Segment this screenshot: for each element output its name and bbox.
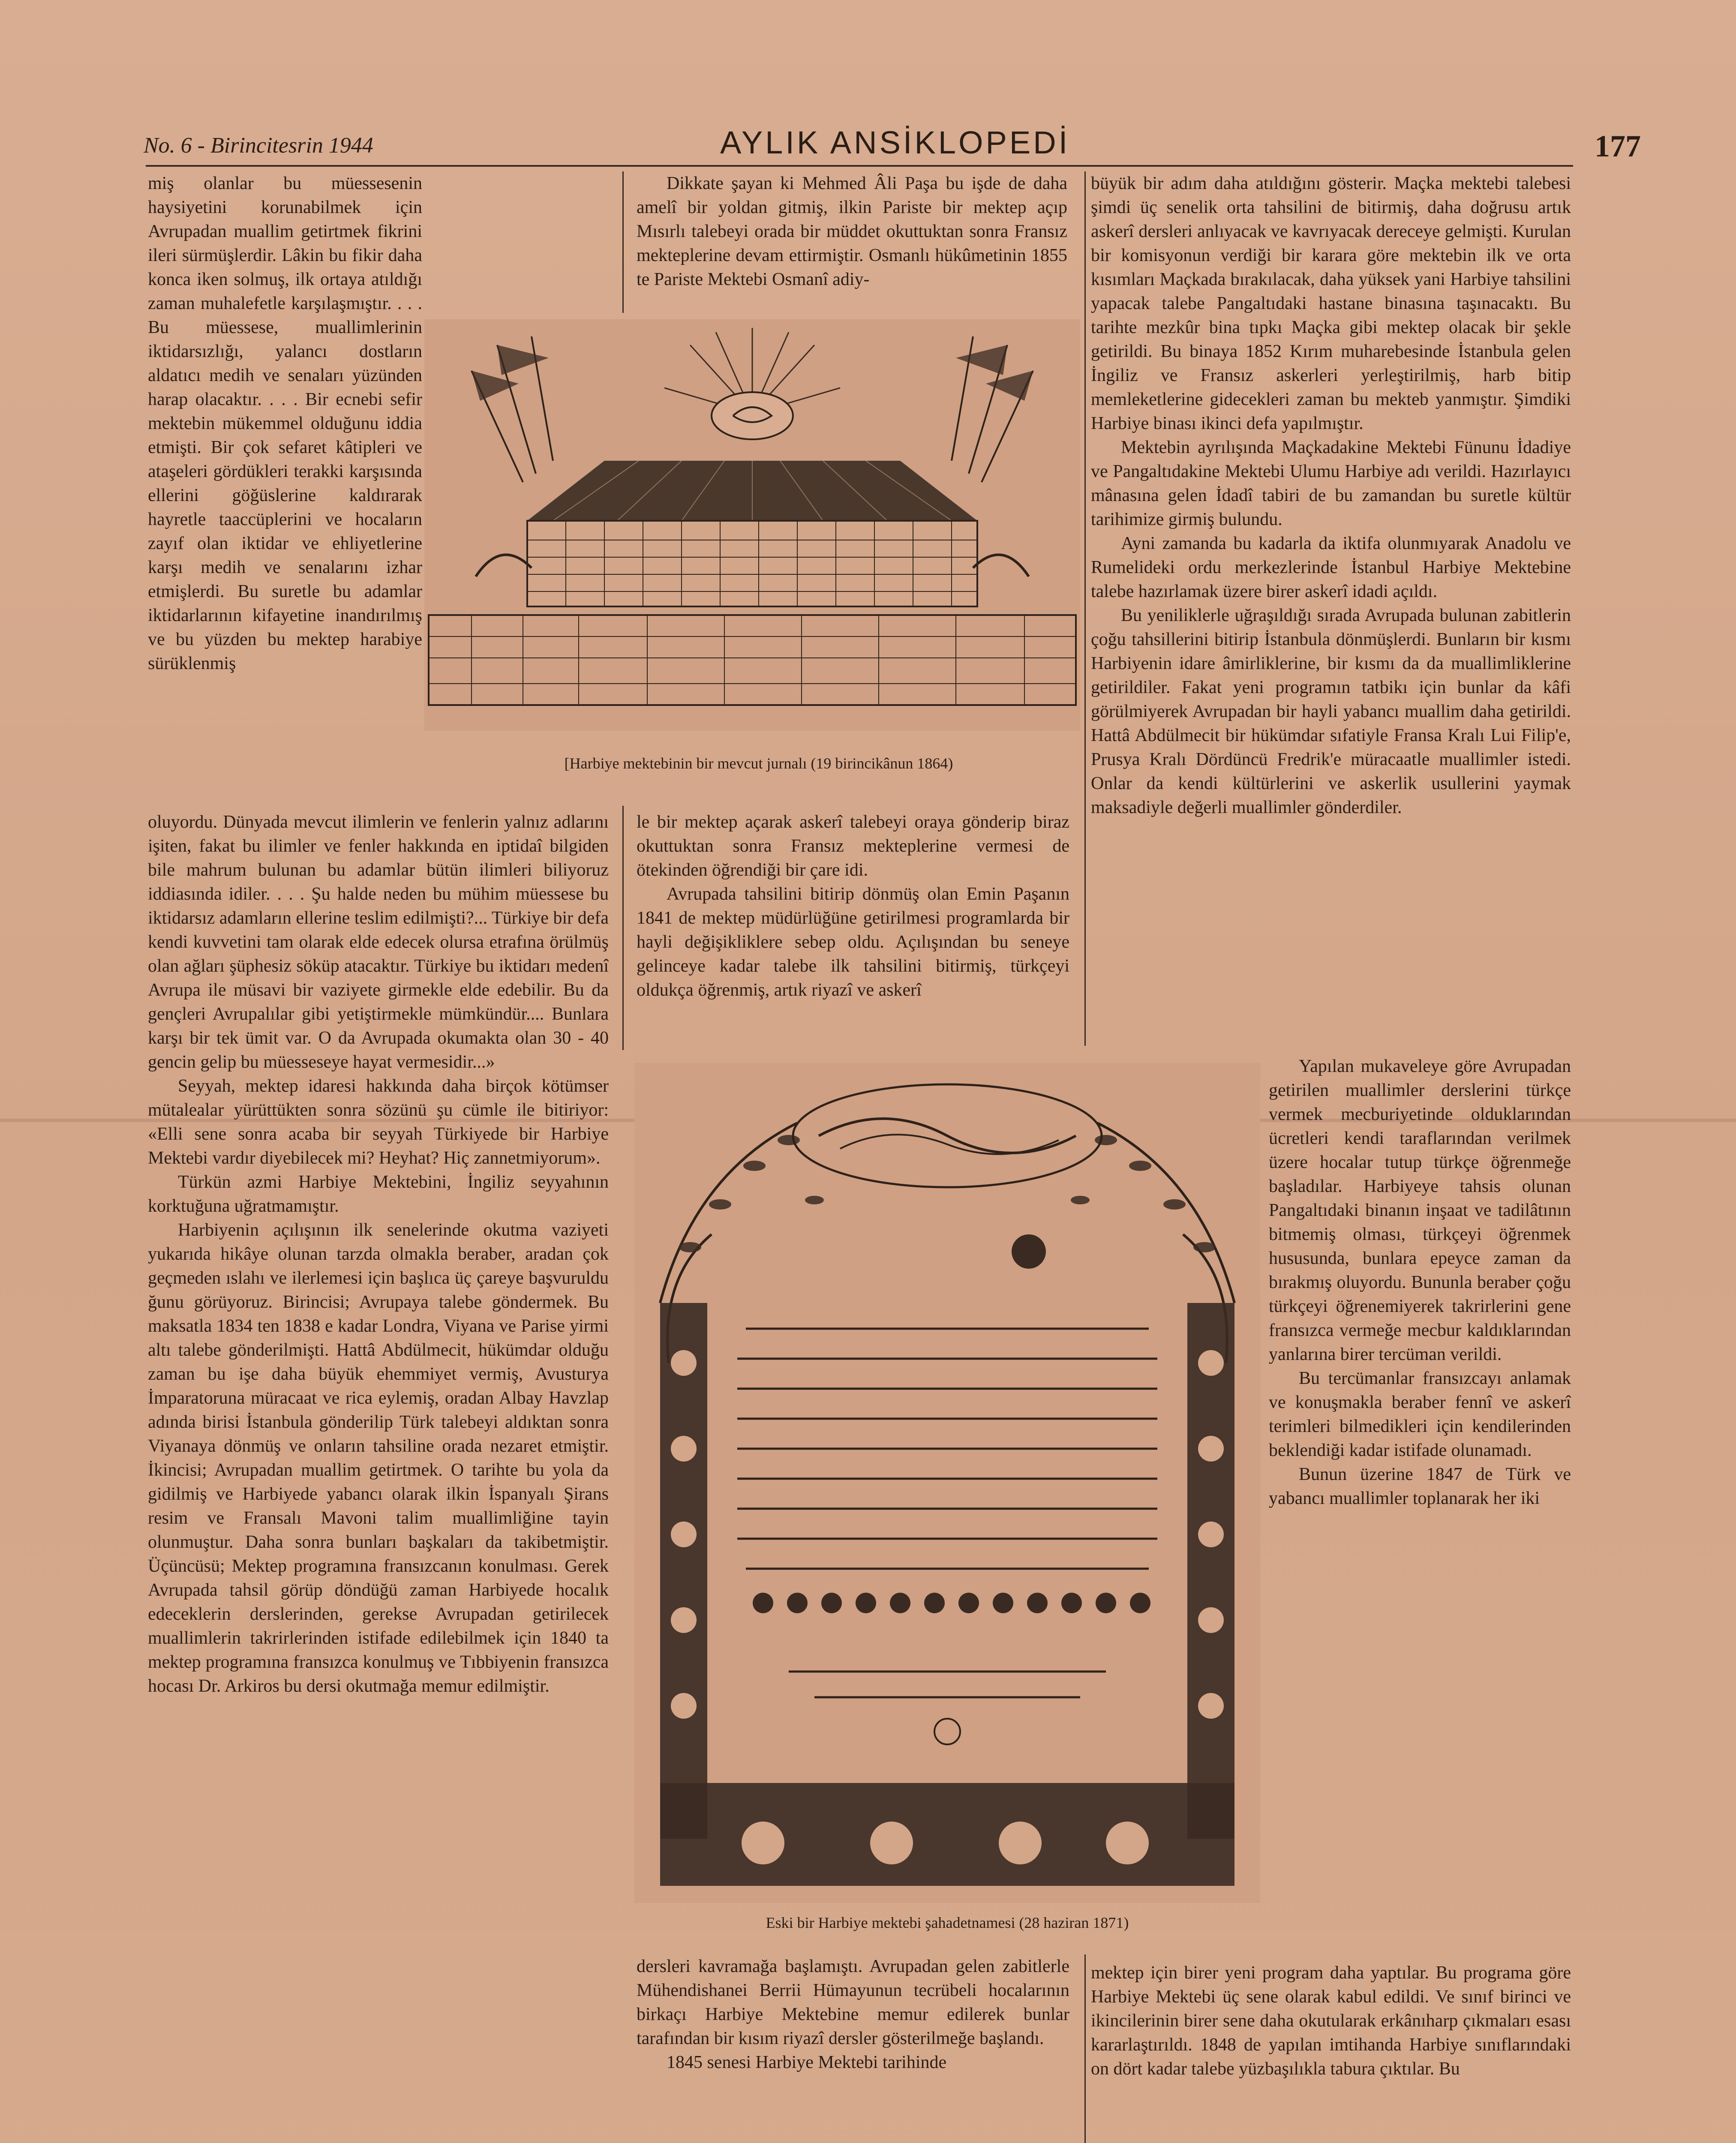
diploma-figure [634,1063,1260,1903]
column-rule-left-lower [622,806,624,1050]
paragraph: Ayni zamanda bu kadarla da iktifa olunmıyarak Anadolu ve Rumelideki ordu merkezlerinde İstanbul Harbiye Mektebine talebe hazırlamak üzere birer askerî idadi açıldı. [1091,534,1571,601]
column-rule-bottom [1084,1954,1086,2143]
figure-bottom-caption: Eski bir Harbiye mektebi şahadetnamesi (28 haziran 1871) [766,1914,1129,1931]
right-column-narrow [1269,1054,1571,1954]
engraving-journal [424,319,1080,731]
left-column-top [148,171,422,812]
middle-column-bottom [637,1954,1069,2143]
paragraph: Türkün azmi Harbiye Mektebini, İngiliz seyyahının korktuğuna uğratmamıştır. [148,1172,609,1216]
school-journal-figure [424,319,1080,731]
paragraph: mektep için birer yeni program daha yaptılar. Bu programa göre Harbiye Mektebi üç sene olarak kabul edildi. Ve sınıf birinci ve ikincilerinin birer sene daha okutularak erkânıharp çıkmaları esası kararlaştırıldı. 1848 de yapılan imtihanda Harbiye sınıflarındaki on dört kadar talebe yüzbaşılıkla tabura çıktılar. Bu [1091,1963,1571,2079]
right-column-top [1091,171,1571,1054]
journal-title: AYLIK ANSİKLOPEDİ [720,125,1070,160]
paragraph: büyük bir adım daha atıldığını gösterir. Maçka mektebi talebesi şimdi üç senelik orta tahsilini de bitirmiş, daha doğrusu artık askerî dersleri anlıyacak ve kavrıyacak dereceye gelmişti. Kurulan bir komisyonun verdiği bir karara göre mektebin ilk ve orta kısımları Maçkada bırakılacak, daha yüksek yani Harbiye tahsilini yapacak talebe Pangaltıdaki hastane binasına taşınacaktı. Bu tarihte mezkûr bina tıpkı Maçka gibi mektep olacak bir şekle getirildi. Bu binaya 1852 Kırım muharebesinde İstanbula gelen İngiliz ve Fransız askerleri yerleştirilmiş, harb bitip memleketlerine gidecekleri zaman bu mekteb yanmıştır. Şimdiki Harbiye binası ikinci defa yapılmıştır. [1091,174,1571,433]
column-rule-right [1084,171,1086,1046]
header-rule [146,165,1573,167]
issue-label: No. 6 - Birincitesrin 1944 [144,133,373,158]
paragraph: Seyyah, mektep idaresi hakkında daha birçok kötümser mütalealar yürüttükten sonra sözünü şu cümle ile bitiriyor: «Elli sene sonra acaba bir seyyah Türkiyede bir Harbiye Mektebi vardır diyebilecek mi? Heyhat? Hiç zannetmiyorum». [148,1076,609,1168]
paragraph: Avrupada tahsilini bitirip dönmüş olan Emin Paşanın 1841 de mektep müdürlüğüne getirilmesi programlarda bir hayli değişikliklere sebep oldu. Açılışından bu seneye gelinceye kadar talebe ilk tahsilini bitirmiş, türkçeyi oldukça öğrenmiş, artık riyazî ve askerî [637,884,1069,1000]
paragraph: miş olanlar bu müessesenin haysiyetini korunabilmek için Avrupadan muallim getirtmek fikrini ileri sürmüşlerdir. Lâkin bu fikir daha konca iken solmuş, ilk ortaya atıldığı zaman muhalefetle karşılaşmıştır. . . . Bu müessese, muallimlerinin iktidarsızlığı, yalancı dostların aldatıcı medih ve senaları yüzünden harap olacaktır. . . . Bir ecnebi sefir mektebin mükemmel olduğunu iddia etmişti. Bir çok sefaret kâtipleri ve ataşeleri gördükleri terakki karşısında ellerini göğüslerine kaldırarak hayretle taaccüplerini ve hocaların zayıf olan iktidar ve ehliyetlerine karşı medih ve senalarını izhar etmişlerdi. Bu suretle bu adamlar iktidarlarının kifayetine inandırılmış ve bu yüzden bu mektep harabiye sürüklenmiş [148,174,422,673]
middle-column-top [637,171,1067,313]
paragraph: Bunun üzerine 1847 de Türk ve yabancı muallimler toplanarak her iki [1269,1465,1571,1508]
paragraph: Yapılan mukaveleye göre Avrupadan getirilen muallimler derslerini türkçe vermek mecburiyetinde olduklarından ücretleri kendi taraflarından verilmek üzere hocalar tutup türkçe öğrenmeğe başladılar. Harbiyeye tahsis olunan Pangaltıdaki binanın inşaat ve tadilâtının bitmemiş olması, türkçeyi öğrenmek hususunda, bunlara epeyce zaman da bırakmış oluyordu. Bununla beraber çoğu türkçeyi öğrenemiyerek takrirlerini gene fransızca vermeğe mecbur kaldıklarından yanlarına birer tercüman verildi. [1269,1056,1571,1364]
right-column-bottom [1091,1961,1571,2143]
page-header [0,124,1736,171]
column-rule-left [622,171,624,313]
paragraph: le bir mektep açarak askerî talebeyi oraya gönderip biraz okuttuktan sonra Fransız mekteplerine vermesi de ötekinden öğrendiği bir çare idi. [637,812,1069,880]
figure-top-caption: [Harbiye mektebinin bir mevcut jurnalı (19 birincikânun 1864) [564,755,953,772]
page-number: 177 [1595,129,1641,163]
paragraph: dersleri kavramağa başlamıştı. Avrupadan gelen zabitlerle Mühendishanei Berrii Hümayunun tecrübeli hocalarının birkaçı Harbiye Mektebine memur edilerek bunlar tarafından bir kısım riyazî dersler gösterilmeğe başlandı. [637,1957,1069,2048]
paragraph: Mektebin ayrılışında Maçkadakine Mektebi Fünunu İdadiye ve Pangaltıdakine Mektebi Ulumu Harbiye adı verildi. Hazırlayıcı mânasına gelen İdadî tabiri de bu zamandan bu suretle kültür tarihimize girmiş bulundu. [1091,438,1571,529]
paragraph: Dikkate şayan ki Mehmed Âli Paşa bu işde de daha amelî bir yoldan gitmiş, ilkin Pariste bir mektep açıp Mısırlı talebeyi orada bir müddet okuttuktan sonra Fransız mekteplerine devam ettirmiştir. Osmanlı hükûmetinin 1855 te Pariste Mektebi Osmanî adiy- [637,174,1067,289]
paragraph: oluyordu. Dünyada mevcut ilimlerin ve fenlerin yalnız adlarını işiten, fakat bu ilimler ve fenler hakkında en iptidaî bilgiden bile mahrum bulunan bu adamlar bütün ilimleri biliyoruz iddiasında idiler. . . . Şu halde neden bu mühim müessese bu iktidarsız adamların ellerine teslim edilmişti?... Türkiye bir defa kendi kuvvetini tam olarak elde edecek olursa etrafına örülmüş olan ağları şüphesiz söküp atacaktır. Türkiye bu iktidarı medenî Avrupa ile müsavi bir vaziyete girmekle elde edebilir. Bu da gençleri Avrupalılar gibi yetiştirmekle mümkündür.... Bunlara karşı bir tek ümit var. O da Avrupada okumakta olan 30 - 40 gencin gelip bu müesseseye hayat vermesidir...» [148,812,609,1072]
paragraph: Harbiyenin açılışının ilk senelerinde okutma vaziyeti yukarıda hikâye olunan tarzda olmakla beraber, aradan çok geçmeden ıslahı ve ilerlemesi için başlıca üç çareye başvuruldu ğunu görüyoruz. Birincisi; Avrupaya talebe göndermek. Bu maksatla 1834 ten 1838 e kadar Londra, Viyana ve Parise yirmi altı talebe gönderilmişti. Hattâ Abdülmecit, hükümdar olduğu zaman bu işe daha büyük ehemmiyet vermiş, Avusturya İmparatoruna müracaat ve rica eylemiş, oradan Albay Havzlap adında birisi İstanbula gönderilip Türk talebeyi aldıktan sonra Viyanaya dönmüş ve onların tahsiline orada nezaret etmiştir. İkincisi; Avrupadan muallim getirtmek. O tarihte bu yola da gidilmiş ve Harbiyede yabancı olarak ilkin İspanyalı Şirans resim ve Fransalı Mavoni talim muallimliğine tayin olunmuştur. Daha sonra bunları başkaları da takibetmiştir. Üçüncüsü; Mektep programına fransızcanın konulması. Gerek Avrupada tahsil görüp döndüğü zaman Harbiyede hocalık edeceklerin derslerinden, gerekse Avrupadan getirilecek muallimlerin takrirlerinden istifade edilebilmek için 1840 ta mektep programına fransızca konulmuş ve Tıbbiyenin fransızca hocası Dr. Arkiros bu dersi okutmağa memur edilmiştir. [148,1220,609,1696]
paragraph: Bu tercümanlar fransızcayı anlamak ve konuşmakla beraber fennî ve askerî terimleri bilmedikleri için kendilerinden beklendiği kadar istifade olunamadı. [1269,1369,1571,1460]
paragraph: 1845 senesi Harbiye Mektebi tarihinde [667,2053,947,2072]
engraving-diploma [634,1063,1260,1903]
middle-column-middle [637,810,1069,1050]
left-column-bottom [148,810,609,2143]
paragraph: Bu yeniliklerle uğraşıldığı sırada Avrupada bulunan zabitlerin çoğu tahsillerini bitirip İstanbula dönmüşlerdi. Bunların bir kısmı Harbiyenin idare âmirliklerine, bir kısmı da da muallimliklerine getirildiler. Fakat yeni programın tatbikı için bunlar da kâfi görülmiyerek Avrupadan bir hayli yabancı muallim daha getirildi. Hattâ Abdülmecit bir hükümdar sıfatiyle Fransa Kralı Lui Filip'e, Prusya Kralı Dördüncü Fredrik'e müracaatle muallimler istedi. Onlar da kendi kültürlerini ve askerlik usullerini yaymak maksadiyle değerli muallimler gönderdiler. [1091,606,1571,817]
